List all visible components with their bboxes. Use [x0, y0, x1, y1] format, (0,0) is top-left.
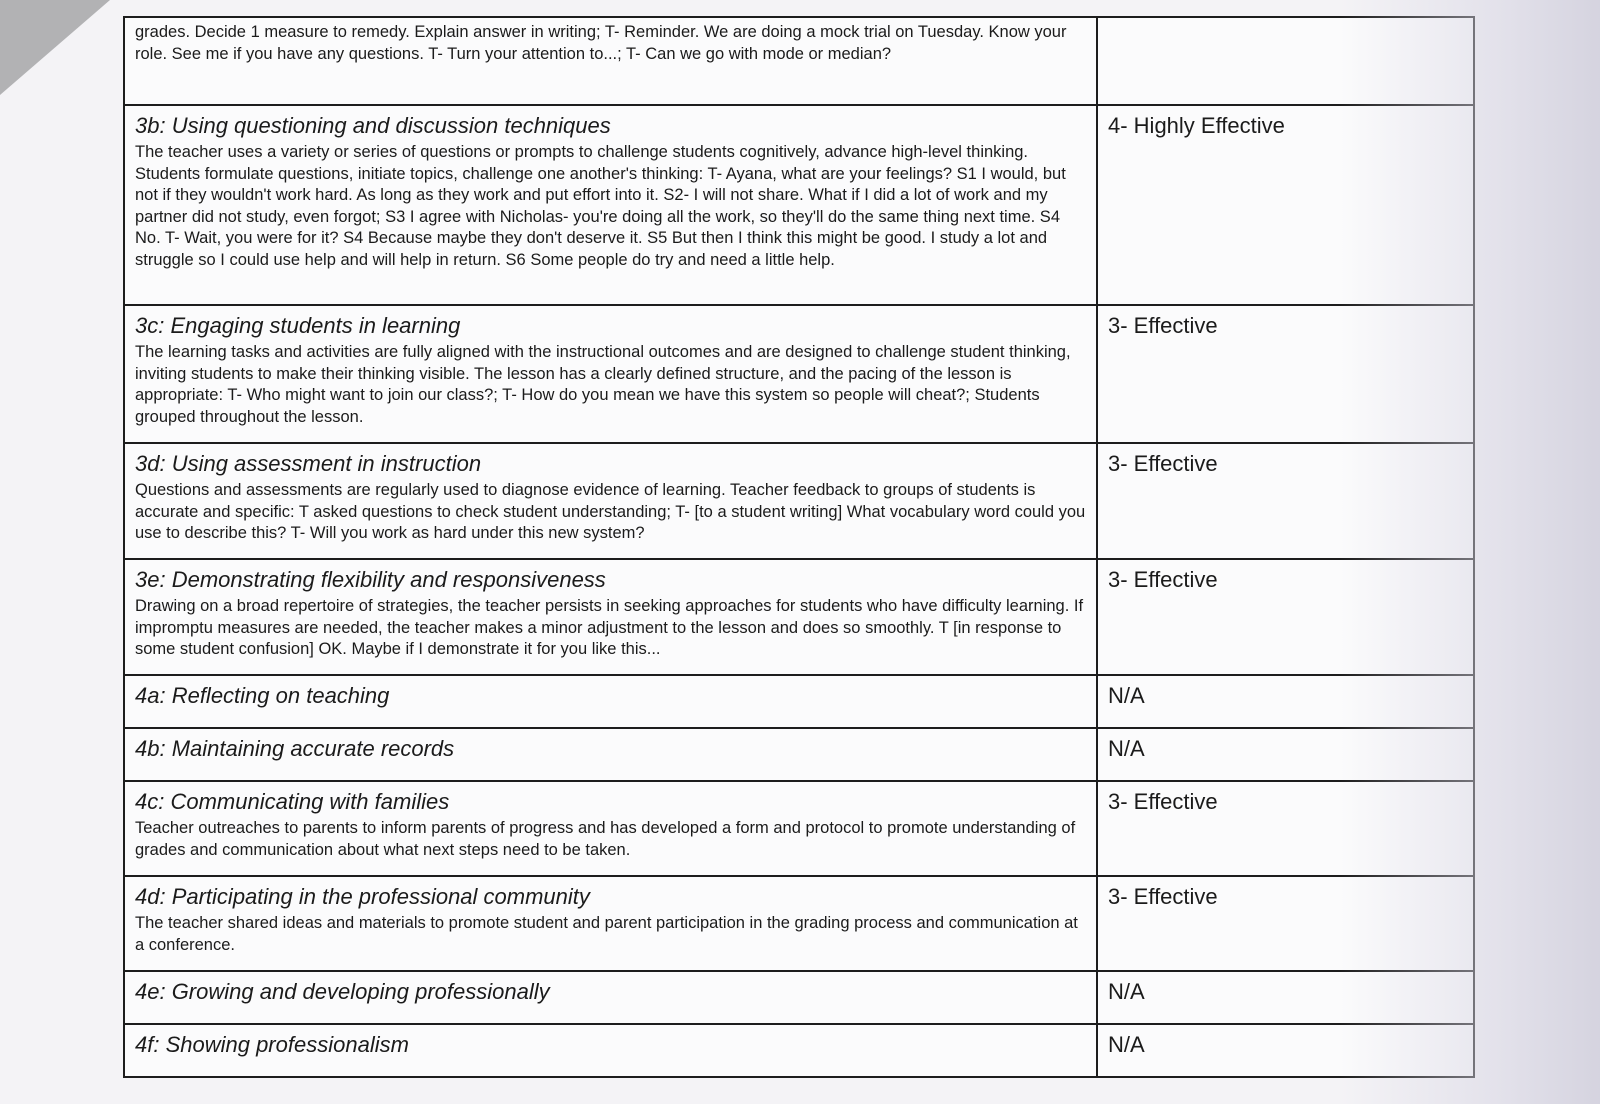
rating-cell [1097, 1024, 1474, 1077]
rating-cell [1097, 781, 1474, 876]
rating-cell [1097, 105, 1474, 305]
component-cell [124, 1024, 1097, 1077]
component-title: 4f: Showing professionalism [135, 1032, 409, 1057]
component-title: 3b: Using questioning and discussion techniques [135, 113, 611, 138]
rating-value: 4- Highly Effective [1108, 113, 1285, 138]
component-description: Questions and assessments are regularly used to diagnose evidence of learning. Teacher feedback to groups of students is accurate and specific: T asked questions to check student understanding; T- [to a student writing] What vocabulary word could you use to describe this? T- Will you work as hard under this new system? [135, 481, 1086, 542]
rating-value: N/A [1108, 736, 1145, 761]
table-row [124, 559, 1474, 675]
rating-value: 3- Effective [1108, 313, 1218, 338]
rating-cell [1097, 305, 1474, 443]
rating-cell [1097, 876, 1474, 971]
table-row [124, 1024, 1474, 1077]
rating-value: 3- Effective [1108, 789, 1218, 814]
table-row [124, 675, 1474, 728]
component-cell [124, 728, 1097, 781]
component-title: 3c: Engaging students in learning [135, 313, 461, 338]
component-cell [124, 781, 1097, 876]
rating-cell [1097, 971, 1474, 1024]
component-cell [124, 876, 1097, 971]
component-cell [124, 305, 1097, 443]
component-title: 4c: Communicating with families [135, 789, 450, 814]
component-description: grades. Decide 1 measure to remedy. Explain answer in writing; T- Reminder. We are doing a mock trial on Tuesday. Know your role. See me if you have any questions. T- Turn your attention to...; T- Can we go with mode or median? [135, 23, 1067, 63]
rating-cell [1097, 675, 1474, 728]
rating-value: N/A [1108, 683, 1145, 708]
component-description: Teacher outreaches to parents to inform parents of progress and has developed a form and protocol to promote understanding of grades and communication about what next steps need to be taken. [135, 819, 1076, 859]
component-description: The learning tasks and activities are fully aligned with the instructional outcomes and are designed to challenge student thinking, inviting students to make their thinking visible. The lesson has a clearly defined structure, and the pacing of the lesson is appropriate: T- Who might want to join our class?; T- How do you mean we have this system so people will cheat?; Students grouped throughout the lesson. [135, 343, 1071, 426]
component-description: The teacher uses a variety or series of questions or prompts to challenge students cognitively, advance high-level thinking. Students formulate questions, initiate topics, challenge one another's thinking: T- Ayana, what are your feelings? S1 I would, but not if they wouldn't work hard. As long as they work and put effort into it. S2- I will not share. What if I did a lot of work and my partner did not study, even forgot; S3 I agree with Nicholas- you're doing all the work, so they'll do the same thing next time. S4 No. T- Wait, you were for it? S4 Because maybe they don't deserve it. S5 But then I think this might be good. I study a lot and struggle so I could use help and will help in return. S6 Some people do try and need a little help. [135, 143, 1066, 269]
component-description: The teacher shared ideas and materials to promote student and parent participation in the grading process and communication at a conference. [135, 914, 1078, 954]
component-title: 4b: Maintaining accurate records [135, 736, 455, 761]
component-description: Drawing on a broad repertoire of strategies, the teacher persists in seeking approaches for students who have difficulty learning. If impromptu measures are needed, the teacher makes a minor adjustment to the lesson and does so smoothly. T [in response to some student confusion] OK. Maybe if I demonstrate it for you like this... [135, 597, 1084, 658]
component-cell [124, 559, 1097, 675]
rating-value: 3- Effective [1108, 884, 1218, 909]
rating-cell [1097, 728, 1474, 781]
component-title: 4d: Participating in the professional community [135, 884, 590, 909]
component-title: 4e: Growing and developing professionally [135, 979, 550, 1004]
component-cell [124, 675, 1097, 728]
component-cell [124, 17, 1097, 105]
table-row [124, 781, 1474, 876]
evaluation-table [123, 16, 1475, 1078]
table-row [124, 305, 1474, 443]
rating-value: 3- Effective [1108, 567, 1218, 592]
component-title: 3d: Using assessment in instruction [135, 451, 482, 476]
table-row [124, 17, 1474, 105]
component-cell [124, 105, 1097, 305]
component-cell [124, 443, 1097, 559]
table-row [124, 728, 1474, 781]
component-title: 4a: Reflecting on teaching [135, 683, 390, 708]
rating-value: N/A [1108, 979, 1145, 1004]
rating-value: 3- Effective [1108, 451, 1218, 476]
table-row [124, 105, 1474, 305]
table-row [124, 971, 1474, 1024]
rating-cell [1097, 559, 1474, 675]
table-row [124, 443, 1474, 559]
component-title: 3e: Demonstrating flexibility and responsiveness [135, 567, 606, 592]
rating-cell [1097, 443, 1474, 559]
page-corner-fold [0, 0, 110, 95]
rating-value: N/A [1108, 1032, 1145, 1057]
table-row [124, 876, 1474, 971]
component-cell [124, 971, 1097, 1024]
rating-cell [1097, 17, 1474, 105]
